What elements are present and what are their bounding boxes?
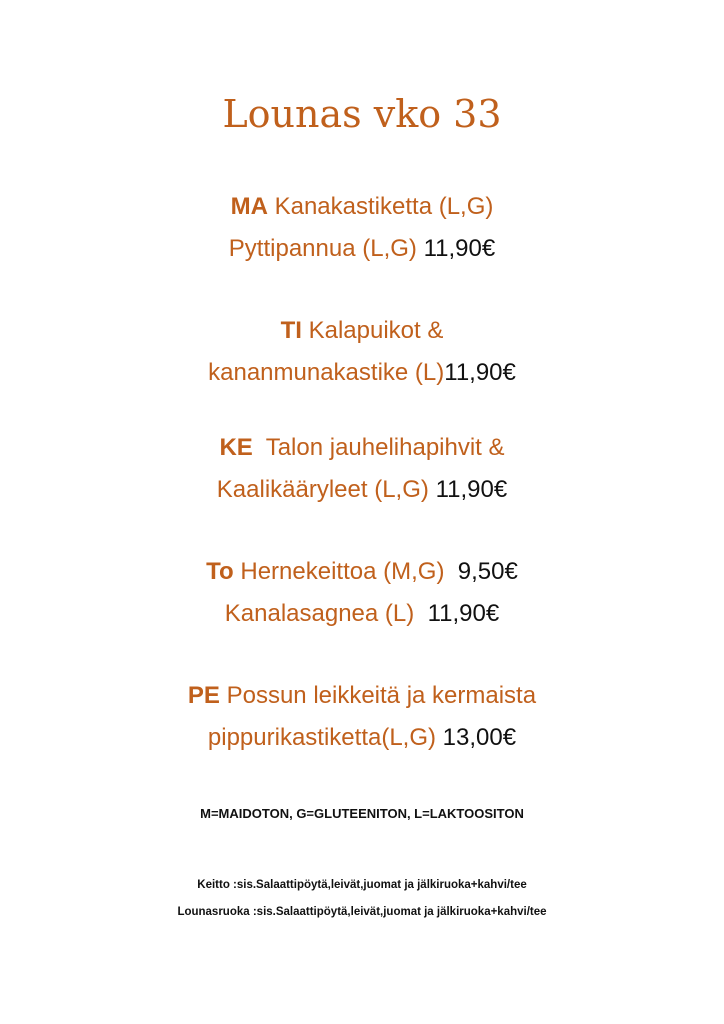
day-code: PE <box>187 682 220 709</box>
day-line-1 <box>0 675 724 717</box>
day-code: TI <box>280 317 302 344</box>
day-line-1 <box>0 551 724 593</box>
dish-text: Hernekeittoa (M,G) <box>233 558 458 585</box>
day-line-2 <box>0 352 724 394</box>
day-line-2 <box>0 717 724 759</box>
day-line-1 <box>0 427 724 469</box>
dish-text: Talon jauhelihapihvit & <box>252 434 505 461</box>
dish-text: kananmunakastike (L) <box>208 359 445 386</box>
day-code: KE <box>219 434 253 461</box>
day-thursday <box>0 551 724 635</box>
price: 13,00€ <box>442 724 517 751</box>
day-monday <box>0 186 724 270</box>
price: 11,90€ <box>423 235 496 262</box>
lunch-note: Lounasruoka :sis.Salaattipöytä,leivät,juomat ja jälkiruoka+kahvi/tee <box>177 906 547 918</box>
price: 11,90€ <box>444 359 516 386</box>
soup-note: Keitto :sis.Salaattipöytä,leivät,juomat ja jälkiruoka+kahvi/tee <box>197 879 527 891</box>
price: 11,90€ <box>427 600 500 627</box>
day-line-2 <box>0 228 724 270</box>
day-line-2 <box>0 469 724 511</box>
dish-text: pippurikastiketta(L,G) <box>207 724 443 751</box>
day-wednesday <box>0 427 724 511</box>
dish-text: Kalapuikot & <box>301 317 444 344</box>
day-code: MA <box>230 193 268 220</box>
day-code: To <box>206 558 234 585</box>
price: 11,90€ <box>435 476 508 503</box>
dish-text: Kanalasagnea (L) <box>224 600 428 627</box>
day-friday <box>0 675 724 759</box>
day-line-2 <box>0 593 724 635</box>
price: 9,50€ <box>457 558 518 585</box>
dish-text: Kaalikääryleet (L,G) <box>216 476 436 503</box>
dish-text: Kanakastiketta (L,G) <box>267 193 494 220</box>
day-line-1 <box>0 186 724 228</box>
diet-legend: M=MAIDOTON, G=GLUTEENITON, L=LAKTOOSITON <box>200 806 524 821</box>
page-title: Lounas vko 33 <box>222 92 502 136</box>
day-tuesday <box>0 310 724 394</box>
dish-text: Pyttipannua (L,G) <box>228 235 424 262</box>
dish-text: Possun leikkeitä ja kermaista <box>219 682 537 709</box>
day-line-1 <box>0 310 724 352</box>
